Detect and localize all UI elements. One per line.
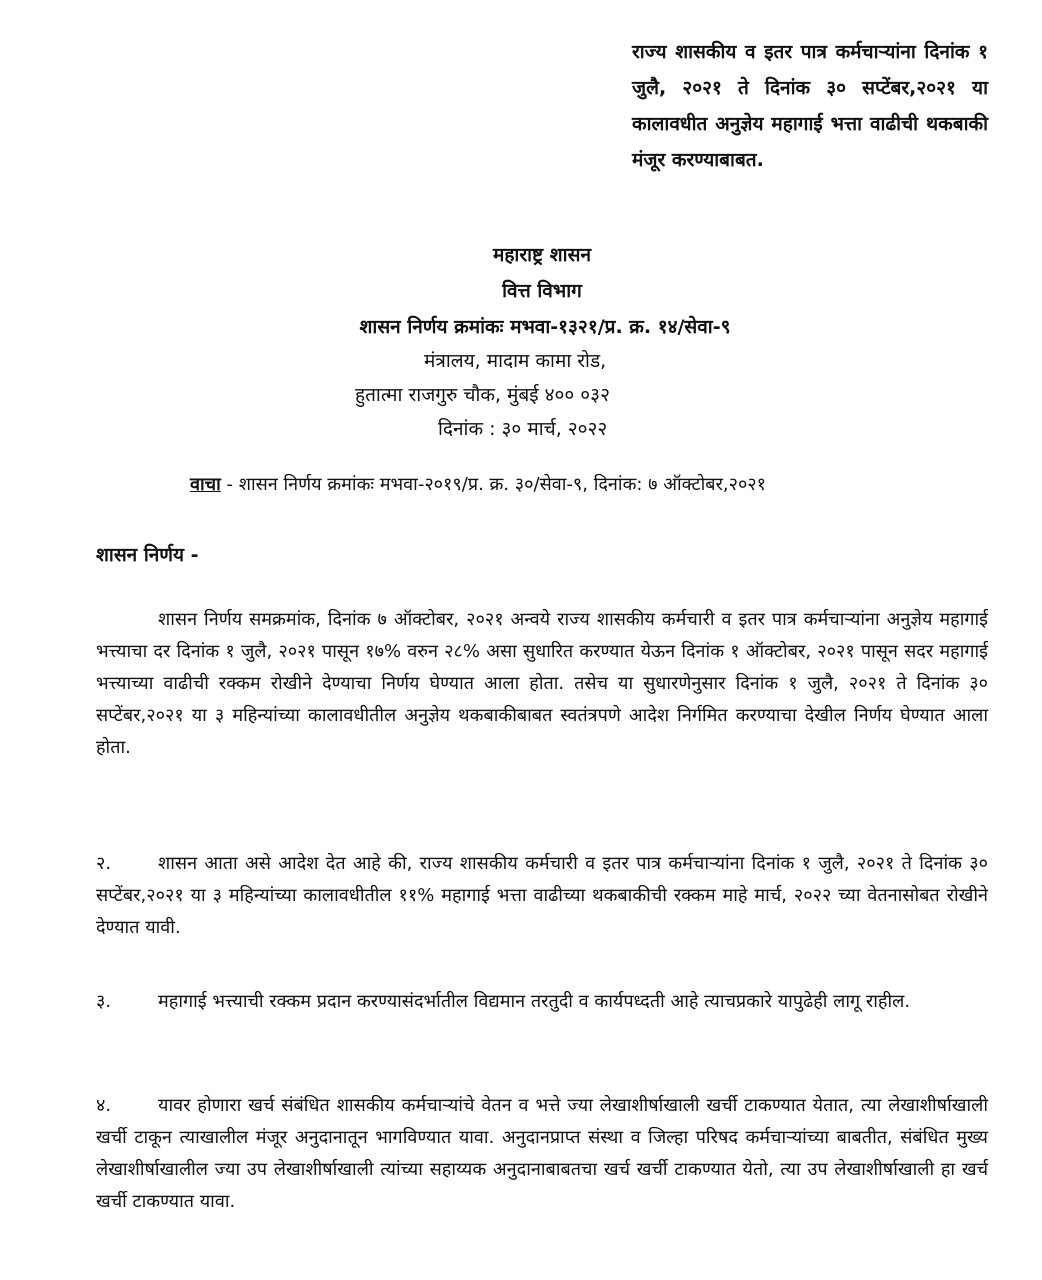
department-name: वित्त विभाग — [502, 280, 582, 302]
address-line-1: मंत्रालय, मादाम कामा रोड, — [424, 350, 607, 372]
address-line-2: हुतात्मा राजगुरु चौक, मुंबई ४०० ०३२ — [355, 384, 610, 406]
decision-title: शासन निर्णय - — [96, 544, 199, 566]
gr-number: शासन निर्णय क्रमांकः मभवा-१३२१/प्र. क्र. १४/सेवा-९ — [359, 316, 731, 338]
paragraph-3-number: ३. — [96, 991, 112, 1012]
paragraph-1-text: शासन निर्णय समक्रमांक, दिनांक ७ ऑक्टोबर, २०२१ अन्वये राज्य शासकीय कर्मचारी व इतर पात्र कर्मचाऱ्यांना अनुज्ञेय महागाई भत्त्याचा दर दिनांक १ जुलै, २०२१ पासून १७% वरुन २८% असा सुधारित करण्यात येऊन दिनांक १ ऑक्टोबर, २०२१ पासून सदर महागाई भत्त्याच्या वाढीची रक्कम रोखीने देण्याचा निर्णय घेण्यात आला होता. तसेच या सुधारणेनुसार दिनांक १ जुलै, २०२१ ते दिनांक ३० सप्टेंबर,२०२१ या ३ महिन्यांच्या कालावधीतील अनुज्ञेय थकबाकीबाबत स्वतंत्रपणे आदेश निर्गमित करण्याचा देखील निर्णय घेण्यात आला होता. — [96, 609, 988, 758]
paragraph-3-text: महागाई भत्त्याची रक्कम प्रदान करण्यासंदर्भातील विद्यमान तरतुदी व कार्यपध्दती आहे त्याचप्रकारे यापुढेही लागू राहील. — [158, 991, 911, 1012]
subject-text: राज्य शासकीय व इतर पात्र कर्मचाऱ्यांना दिनांक १ जुलै, २०२१ ते दिनांक ३० सप्टेंबर,२०२१ या कालावधीत अनुज्ञेय महागाई भत्ता वाढीची थकबाकी मंजूर करण्याबाबत. — [632, 41, 988, 171]
government-name: महाराष्ट्र शासन — [492, 244, 591, 266]
paragraph-4-number: ४. — [96, 1095, 112, 1116]
paragraph-2-number: २. — [96, 853, 112, 874]
paragraph-4-text: यावर होणारा खर्च संबंधित शासकीय कर्मचाऱ्यांचे वेतन व भत्ते ज्या लेखाशीर्षाखाली खर्ची टाकण्यात येतात, त्या लेखाशीर्षाखाली खर्ची टाकून त्याखालील मंजूर अनुदानातून भागविण्यात यावा. अनुदानप्राप्त संस्था व जिल्हा परिषद कर्मचाऱ्यांच्या बाबतीत, संबंधित मुख्य लेखाशीर्षाखालील ज्या उप लेखाशीर्षाखाली त्यांच्या सहाय्यक अनुदानाबाबतचा खर्च खर्ची टाकण्यात येतो, त्या उप लेखाशीर्षाखाली हा खर्च खर्ची टाकण्यात यावा. — [96, 1095, 988, 1212]
paragraph-3 — [96, 986, 988, 1018]
date-line: दिनांक : ३० मार्च, २०२२ — [438, 418, 608, 440]
paragraph-4 — [96, 1090, 988, 1218]
paragraph-2 — [96, 848, 988, 944]
paragraph-2-text: शासन आता असे आदेश देत आहे की, राज्य शासकीय कर्मचारी व इतर पात्र कर्मचाऱ्यांना दिनांक १ जुलै, २०२१ ते दिनांक ३० सप्टेंबर,२०२१ या ३ महिन्यांच्या कालावधीतील ११% महागाई भत्ता वाढीच्या थकबाकीची रक्कम माहे मार्च, २०२२ च्या वेतनासोबत रोखीने देण्यात यावी. — [96, 853, 988, 938]
paragraph-1 — [96, 604, 988, 764]
reference-text: - शासन निर्णय क्रमांकः मभवा-२०१९/प्र. क्र. ३०/सेवा-९, दिनांक: ७ ऑक्टोबर,२०२१ — [220, 474, 767, 495]
reference-label: वाचा — [190, 474, 221, 495]
reference-line — [190, 470, 766, 500]
